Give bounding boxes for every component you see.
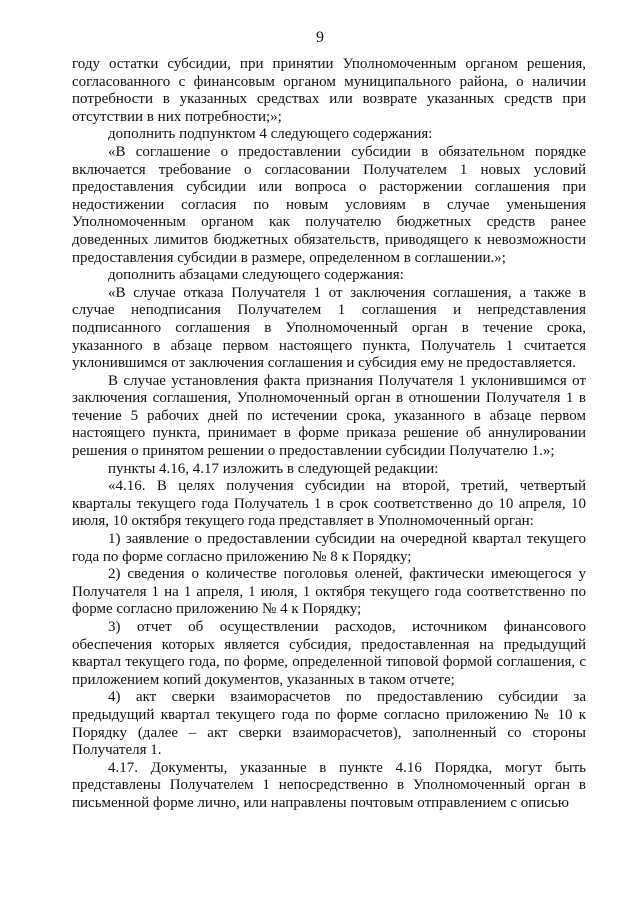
paragraph-amendment-points: пункты 4.16, 4.17 изложить в следующей редакции:: [108, 460, 439, 477]
paragraph-amendment-subpoint-4: дополнить подпунктом 4 следующего содержания:: [108, 126, 433, 143]
paragraph-point-4-17: 4.17. Документы, указанные в пункте 4.16 Порядка, могут быть представлены Получателем 1 непосредственно в Уполномоченный орган в письменной форме лично, или направлены почтовым отправлением с описью: [72, 759, 586, 811]
list-item-2-livestock: 2) сведения о количестве поголовья оленей, фактически имеющегося у Получателя 1 на 1 апреля, 1 июля, 1 октября текущего года соответственно по форме согласно приложению № 4 к Порядку;: [72, 566, 586, 618]
paragraph-point-4-16: «4.16. В целях получения субсидии на второй, третий, четвертый кварталы текущего года Получатель 1 в срок соответственно до 10 апреля, 10 июля, 10 октября текущего года представляет в Уполномоченный орган:: [72, 478, 586, 530]
paragraph-continuation: году остатки субсидии, при принятии Уполномоченным органом решения, согласованного с финансовым органом муниципального района, о наличии потребности в указанных средствах или возврате указанных средств при отсутствии в них потребности;»;: [72, 56, 586, 125]
paragraph-agreement-requirement: «В соглашение о предоставлении субсидии в обязательном порядке включается требование о согласовании Получателем 1 новых условий предоставления субсидии или вопроса о расторжении соглашения при недостижении согласия по новым условиям в случае уменьшения Уполномоченным органом как получателю бюджетных средств ранее доведенных лимитов бюджетных обязательств, приводящего к невозможности предоставления субсидии в размере, определенном в соглашении.»;: [72, 143, 586, 266]
list-item-4-reconciliation: 4) акт сверки взаиморасчетов по предоставлению субсидии за предыдущий квартал текущего года по форме согласно приложению № 10 к Порядку (далее – акт сверки взаиморасчетов), заполненный со стороны Получателя 1.: [72, 689, 586, 759]
list-item-1-application: 1) заявление о предоставлении субсидии на очередной квартал текущего года по форме согласно приложению № 8 к Порядку;: [72, 531, 586, 565]
paragraph-refusal-case: «В случае отказа Получателя 1 от заключения соглашения, а также в случае неподписания Получателем 1 соглашения и непредставления подписанного соглашения в Уполномоченный орган в течение срока, указанного в абзаце первом настоящего пункта, Получатель 1 считается уклонившимся от заключения соглашения и субсидия ему не предоставляется.: [72, 284, 586, 372]
paragraph-evasion-case: В случае установления факта признания Получателя 1 уклонившимся от заключения соглашения, Уполномоченный орган в отношении Получателя 1 в течение 5 рабочих дней по истечении срока, указанного в абзаце первом настоящего пункта, принимает в форме приказа решение об аннулировании решения о принятом решении о предоставлении субсидии Получателю 1.»;: [72, 372, 586, 460]
list-item-3-report: 3) отчет об осуществлении расходов, источником финансового обеспечения которых является субсидия, предоставленная на предыдущий квартал текущего года, по форме, определенной типовой формой соглашения, с приложением копий документов, указанных в таком отчете;: [72, 619, 586, 688]
page-number: 9: [316, 29, 324, 46]
document-body: [72, 56, 586, 813]
paragraph-amendment-add-clauses: дополнить абзацами следующего содержания:: [108, 267, 404, 284]
